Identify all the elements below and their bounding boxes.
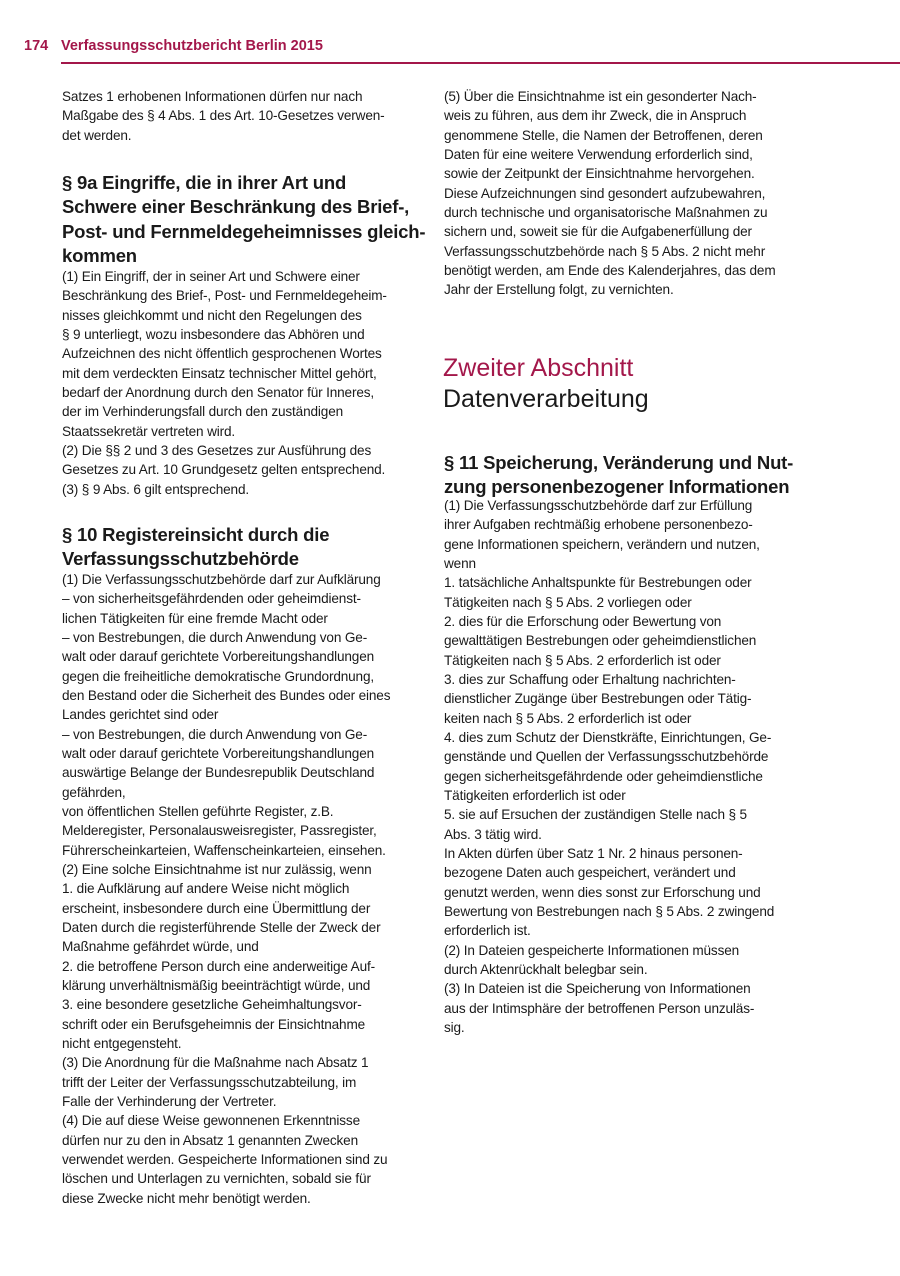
text-line: genstände und Quellen der Verfassungsschutzbehörde (444, 749, 769, 765)
text-line: gegen die freiheitliche demokratische Grundordnung, (62, 668, 375, 684)
paragraph (444, 87, 776, 300)
text-line: gene Informationen speichern, verändern und nutzen, (444, 536, 760, 552)
heading-line: kommen (62, 245, 137, 267)
text-line: walt oder darauf gerichtete Vorbereitungshandlungen (62, 745, 375, 761)
text-line: (2) Eine solche Einsichtnahme ist nur zulässig, wenn (62, 861, 372, 877)
text-line: klärung unverhältnismäßig beeinträchtigt würde, und (62, 977, 371, 993)
text-line: benötigt werden, am Ende des Kalenderjahres, das dem (444, 262, 776, 278)
text-line: sig. (444, 1019, 465, 1035)
paragraph (444, 496, 774, 1037)
text-line: (1) Ein Eingriff, der in seiner Art und Schwere einer (62, 269, 360, 284)
text-line: dienstlicher Zugänge über Bestrebungen oder Tätig- (444, 691, 752, 707)
text-line: det werden. (62, 127, 132, 143)
text-line: Satzes 1 erhobenen Informationen dürfen nur nach (62, 89, 363, 104)
text-line: mit dem verdeckten Einsatz technischer Mittel gehört, (62, 365, 377, 381)
text-line: 4. dies zum Schutz der Dienstkräfte, Einrichtungen, Ge- (444, 729, 772, 745)
paragraph (62, 570, 390, 1208)
section-label: Zweiter Abschnitt (443, 354, 634, 382)
text-line: 3. eine besondere gesetzliche Geheimhaltungsvor- (62, 997, 362, 1013)
text-line: Tätigkeiten nach § 5 Abs. 2 vorliegen oder (444, 594, 692, 610)
paragraph (62, 87, 385, 145)
text-line: In Akten dürfen über Satz 1 Nr. 2 hinaus personen- (444, 845, 743, 861)
text-line: von öffentlichen Stellen geführte Register, z.B. (62, 803, 334, 819)
text-line: (5) Über die Einsichtnahme ist ein gesonderter Nach- (444, 89, 757, 104)
heading-line: Verfassungsschutzbehörde (62, 548, 299, 570)
text-line: weis zu führen, aus dem ihr Zweck, die in Anspruch (444, 108, 747, 124)
section-title: Datenverarbeitung (443, 385, 649, 413)
text-line: löschen und Unterlagen zu vernichten, sobald sie für (62, 1171, 371, 1187)
text-line: (1) Die Verfassungsschutzbehörde darf zur Aufklärung (62, 572, 381, 587)
text-line: Abs. 3 tätig wird. (444, 826, 542, 842)
text-line: Diese Aufzeichnungen sind gesondert aufzubewahren, (444, 185, 766, 201)
text-line: (2) In Dateien gespeicherte Informationen müssen (444, 942, 740, 958)
text-line: Jahr der Erstellung folgt, zu vernichten. (444, 282, 674, 298)
text-line: nisses gleichkommt und nicht den Regelungen des (62, 307, 362, 323)
section-heading (62, 523, 329, 572)
text-line: erforderlich ist. (444, 923, 531, 939)
text-line: Aufzeichnen des nicht öffentlich gesprochenen Wortes (62, 346, 382, 362)
text-line: Tätigkeiten nach § 5 Abs. 2 erforderlich ist oder (444, 652, 721, 668)
heading-line: § 11 Speicherung, Veränderung und Nut- (444, 452, 794, 473)
text-line: Falle der Verhinderung der Vertreter. (62, 1093, 277, 1109)
text-line: Beschränkung des Brief-, Post- und Fernmeldegeheim- (62, 288, 387, 304)
text-line: bezogene Daten auch gespeichert, verändert und (444, 865, 736, 881)
text-line: gefährden, (62, 784, 126, 800)
running-header (24, 38, 323, 54)
text-line: – von Bestrebungen, die durch Anwendung von Ge- (62, 629, 368, 645)
text-line: auswärtige Belange der Bundesrepublik Deutschland (62, 765, 375, 781)
text-line: aus der Intimsphäre der betroffenen Person unzuläs- (444, 1000, 755, 1016)
text-line: – von Bestrebungen, die durch Anwendung von Ge- (62, 726, 368, 742)
section-heading (444, 451, 793, 500)
text-line: diese Zwecke nicht mehr benötigt werden. (62, 1190, 311, 1206)
text-line: – von sicherheitsgefährdenden oder geheimdienst- (62, 591, 361, 607)
heading-line: § 9a Eingriffe, die in ihrer Art und (62, 172, 347, 193)
text-line: genommene Stelle, die Namen der Betroffenen, deren (444, 127, 763, 143)
heading-line: § 10 Registereinsicht durch die (62, 524, 330, 545)
text-line: der im Verhinderungsfall durch den zuständigen (62, 404, 344, 420)
text-line: sowie der Zeitpunkt der Einsichtnahme hervorgehen. (444, 166, 755, 182)
text-line: gegen sicherheitsgefährdende oder geheimdienstliche (444, 768, 763, 784)
text-line: § 9 unterliegt, wozu insbesondere das Abhören und (62, 326, 365, 342)
text-line: Maßnahme gefährdet würde, und (62, 939, 259, 955)
text-line: (1) Die Verfassungsschutzbehörde darf zur Erfüllung (444, 498, 753, 513)
text-line: walt oder darauf gerichtete Vorbereitungshandlungen (62, 649, 375, 665)
text-line: Maßgabe des § 4 Abs. 1 des Art. 10-Gesetzes verwen- (62, 108, 385, 124)
text-line: (3) In Dateien ist die Speicherung von Informationen (444, 981, 751, 997)
text-line: Gesetzes zu Art. 10 Grundgesetz gelten entsprechend. (62, 462, 386, 478)
text-line: trifft der Leiter der Verfassungsschutzabteilung, im (62, 1074, 357, 1090)
text-line: (3) Die Anordnung für die Maßnahme nach Absatz 1 (62, 1055, 369, 1071)
section-heading (62, 171, 425, 269)
text-line: 2. dies für die Erforschung oder Bewertung von (444, 613, 722, 629)
text-line: Bewertung von Bestrebungen nach § 5 Abs. 2 zwingend (444, 903, 775, 919)
text-line: Melderegister, Personalausweisregister, Passregister, (62, 823, 377, 839)
text-line: verwendet werden. Gespeicherte Informationen sind zu (62, 1151, 388, 1167)
text-line: Tätigkeiten erforderlich ist oder (444, 787, 626, 803)
text-line: lichen Tätigkeiten für eine fremde Macht oder (62, 610, 328, 626)
text-line: Staatssekretär vertreten wird. (62, 423, 236, 439)
heading-line: Post- und Fernmeldegeheimnisses gleich- (62, 220, 426, 242)
text-line: schrift oder ein Berufsgeheimnis der Einsichtnahme (62, 1016, 366, 1032)
text-line: (4) Die auf diese Weise gewonnenen Erkenntnisse (62, 1113, 360, 1129)
text-line: Daten für eine weitere Verwendung erforderlich sind, (444, 146, 753, 162)
paragraph (62, 267, 387, 499)
publication-title: Verfassungsschutzbericht Berlin 2015 (61, 38, 323, 54)
text-line: Landes gerichtet sind oder (62, 707, 219, 723)
text-line: gewalttätigen Bestrebungen oder geheimdienstlichen (444, 633, 757, 649)
text-line: (2) Die §§ 2 und 3 des Gesetzes zur Ausführung des (62, 442, 372, 458)
text-line: Daten durch die registerführende Stelle der Zweck der (62, 919, 381, 935)
page-number: 174 (24, 38, 49, 54)
text-line: Führerscheinkarteien, Waffenscheinkarteien, einsehen. (62, 842, 386, 858)
text-line: bedarf der Anordnung durch den Senator für Inneres, (62, 384, 375, 400)
text-line: (3) § 9 Abs. 6 gilt entsprechend. (62, 481, 249, 497)
text-line: durch Aktenrückhalt belegbar sein. (444, 961, 648, 977)
text-line: dürfen nur zu den in Absatz 1 genannten Zwecken (62, 1132, 358, 1148)
text-line: 3. dies zur Schaffung oder Erhaltung nachrichten- (444, 671, 736, 687)
text-line: keiten nach § 5 Abs. 2 erforderlich ist oder (444, 710, 692, 726)
header-rule (61, 62, 900, 64)
text-line: nicht entgegensteht. (62, 1035, 182, 1051)
text-line: sichern und, soweit sie für die Aufgabenerfüllung der (444, 224, 752, 240)
text-line: ihrer Aufgaben rechtmäßig erhobene personenbezo- (444, 517, 753, 533)
text-line: durch technische und organisatorische Maßnahmen zu (444, 204, 768, 220)
text-line: wenn (444, 555, 476, 571)
text-line: Verfassungsschutzbehörde nach § 5 Abs. 2 nicht mehr (444, 243, 766, 259)
heading-line: zung personenbezogener Informationen (444, 476, 790, 498)
heading-line: Schwere einer Beschränkung des Brief-, (62, 196, 410, 218)
text-line: den Bestand oder die Sicherheit des Bundes oder eines (62, 687, 391, 703)
text-line: 2. die betroffene Person durch eine anderweitige Auf- (62, 958, 375, 974)
text-line: erscheint, insbesondere durch eine Übermittlung der (62, 900, 371, 916)
text-line: 5. sie auf Ersuchen der zuständigen Stelle nach § 5 (444, 807, 747, 823)
text-line: 1. die Aufklärung auf andere Weise nicht möglich (62, 881, 350, 897)
text-line: 1. tatsächliche Anhaltspunkte für Bestrebungen oder (444, 575, 752, 591)
text-line: genutzt werden, wenn dies sonst zur Erforschung und (444, 884, 761, 900)
